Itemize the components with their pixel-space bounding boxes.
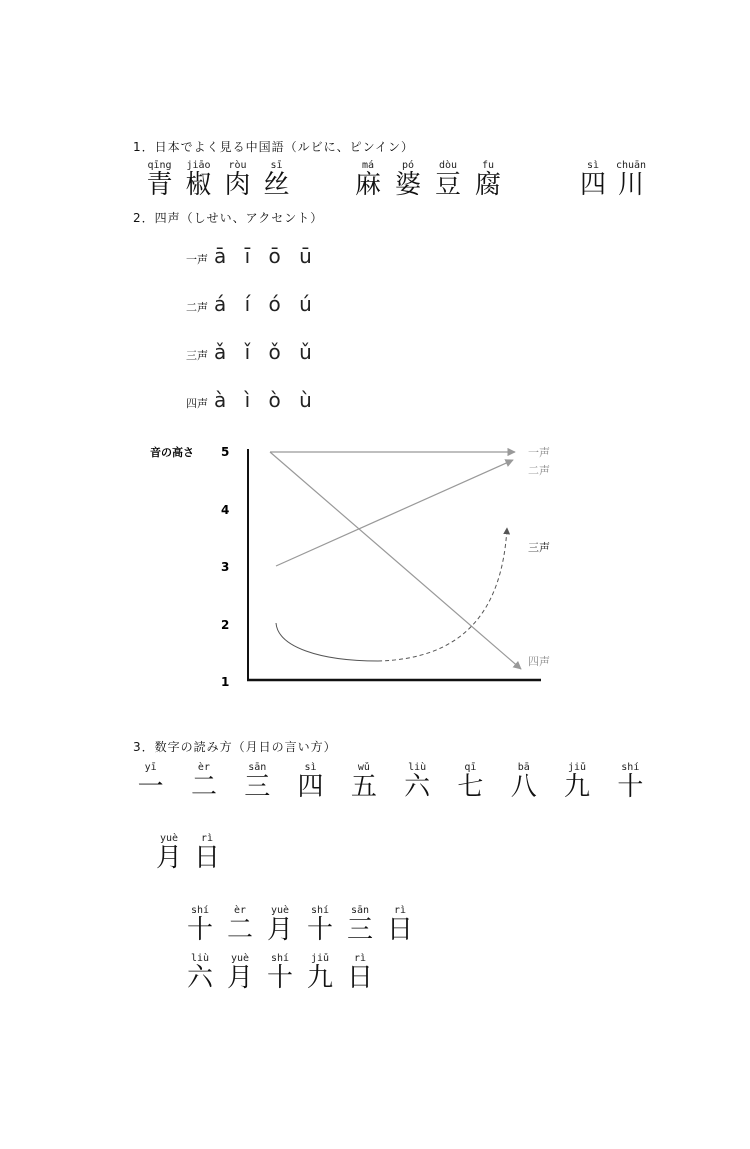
hanzi: 九 <box>306 963 333 993</box>
pinyin: yuè <box>159 833 179 844</box>
ruby-char <box>340 953 380 991</box>
tone-name: 二声 <box>186 301 208 314</box>
hanzi: 月 <box>266 915 293 945</box>
hanzi: 青 <box>146 170 173 200</box>
label-tone1: 一声 <box>528 446 550 459</box>
word-sichuan <box>574 160 650 198</box>
pinyin: rì <box>200 833 214 844</box>
hanzi: 婆 <box>394 170 421 200</box>
pinyin: rì <box>393 905 407 916</box>
pinyin: bā <box>517 762 530 773</box>
pinyin: má <box>361 160 375 171</box>
tone-row-2 <box>186 292 318 316</box>
ruby-char <box>300 905 340 943</box>
hanzi: 日 <box>193 843 220 873</box>
ruby-char <box>497 762 550 800</box>
hanzi: 十 <box>266 963 293 993</box>
hanzi: 肉 <box>224 170 251 200</box>
hanzi: 二 <box>226 915 253 945</box>
word-qingjiaorousi <box>140 160 296 198</box>
hanzi: 五 <box>350 772 377 802</box>
hanzi: 一 <box>137 772 164 802</box>
ruby-char <box>260 905 300 943</box>
hanzi: 四 <box>579 170 606 200</box>
hanzi: 麻 <box>354 170 381 200</box>
pinyin: sì <box>586 160 600 171</box>
hanzi: 二 <box>190 772 217 802</box>
hanzi: 椒 <box>185 170 212 200</box>
label-tone2: 二声 <box>528 464 550 477</box>
ruby-char <box>220 905 260 943</box>
tone3-curve-dashed <box>378 528 507 661</box>
tick-4: 4 <box>221 503 230 517</box>
ruby-char <box>340 905 380 943</box>
pinyin: sān <box>350 905 370 916</box>
tone-name: 四声 <box>186 397 208 410</box>
example-row-2 <box>180 953 380 991</box>
pinyin: sān <box>248 762 267 773</box>
hanzi: 八 <box>510 772 537 802</box>
pinyin: ròu <box>228 160 247 171</box>
hanzi: 三 <box>244 772 271 802</box>
pinyin: wǔ <box>357 762 370 773</box>
hanzi: 月 <box>226 963 253 993</box>
pinyin: yuè <box>270 905 290 916</box>
pinyin: sì <box>304 762 317 773</box>
tick-5: 5 <box>221 445 230 459</box>
ruby-char <box>444 762 497 800</box>
tone-row-4 <box>186 388 318 412</box>
hanzi: 十 <box>617 772 644 802</box>
ruby-char <box>257 160 296 198</box>
hanzi: 腐 <box>474 170 501 200</box>
ruby-char <box>468 160 508 198</box>
pinyin: shí <box>190 905 210 916</box>
pinyin: jiāo <box>186 160 211 171</box>
example-row-1 <box>180 905 420 943</box>
pitch-axis-label: 音の高さ <box>150 446 194 459</box>
hanzi: 七 <box>457 772 484 802</box>
ruby-char <box>388 160 428 198</box>
hanzi: 丝 <box>263 170 290 200</box>
ruby-char <box>140 160 179 198</box>
hanzi: 四 <box>297 772 324 802</box>
pinyin: pó <box>401 160 415 171</box>
ruby-char <box>180 905 220 943</box>
tone-row-1 <box>186 244 318 268</box>
pinyin: liù <box>190 953 210 964</box>
ruby-char <box>260 953 300 991</box>
tick-3: 3 <box>221 560 230 574</box>
tone-vowels: à ì ò ù <box>214 388 318 412</box>
hanzi: 六 <box>404 772 431 802</box>
label-tone4: 四声 <box>528 655 550 668</box>
ruby-char <box>604 762 657 800</box>
pinyin: yuè <box>230 953 250 964</box>
section2-heading: 2．四声（しせい、アクセント） <box>133 211 324 225</box>
tone-vowels: ā ī ō ū <box>214 244 318 268</box>
section3-heading: 3．数字の読み方（月日の言い方） <box>133 740 337 754</box>
tone-name: 一声 <box>186 253 208 266</box>
ruby-char <box>337 762 390 800</box>
ruby-char <box>300 953 340 991</box>
ruby-char <box>188 833 226 871</box>
pinyin: qīng <box>147 160 172 171</box>
tone-pitch-diagram <box>140 435 580 695</box>
pinyin: fu <box>481 160 495 171</box>
pinyin: shí <box>310 905 330 916</box>
tone3-curve-solid <box>276 623 378 661</box>
ruby-char <box>380 905 420 943</box>
ruby-char <box>284 762 337 800</box>
pinyin: èr <box>197 762 210 773</box>
tone-vowels: ǎ ǐ ǒ ǔ <box>214 340 318 364</box>
ruby-char <box>574 160 612 198</box>
ruby-char <box>220 953 260 991</box>
hanzi: 六 <box>186 963 213 993</box>
hanzi: 日 <box>346 963 373 993</box>
pinyin: jiǔ <box>567 762 587 773</box>
hanzi: 川 <box>617 170 644 200</box>
ruby-char <box>179 160 218 198</box>
pinyin: èr <box>233 905 247 916</box>
ruby-char <box>348 160 388 198</box>
ruby-char <box>231 762 284 800</box>
tone2-line <box>276 460 513 566</box>
ruby-char <box>390 762 443 800</box>
tick-2: 2 <box>221 618 230 632</box>
hanzi: 日 <box>386 915 413 945</box>
pinyin: shí <box>621 762 640 773</box>
tick-1: 1 <box>221 675 230 689</box>
word-mapodoufu <box>348 160 508 198</box>
hanzi: 豆 <box>434 170 461 200</box>
ruby-char <box>428 160 468 198</box>
hanzi: 九 <box>564 772 591 802</box>
pinyin: shí <box>270 953 290 964</box>
month-day-row <box>150 833 226 871</box>
pinyin: jiǔ <box>310 953 330 964</box>
pinyin: dòu <box>438 160 458 171</box>
ruby-char <box>218 160 257 198</box>
hanzi: 十 <box>186 915 213 945</box>
tone4-line <box>270 452 521 669</box>
ruby-char <box>177 762 230 800</box>
tone-vowels: á í ó ú <box>214 292 318 316</box>
pinyin: rì <box>353 953 367 964</box>
tone-row-3 <box>186 340 318 364</box>
section1-heading: 1．日本でよく見る中国語（ルビに、ピンイン） <box>133 140 415 154</box>
ruby-char <box>124 762 177 800</box>
pinyin: liù <box>408 762 427 773</box>
ruby-char <box>150 833 188 871</box>
ruby-char <box>550 762 603 800</box>
numbers-row <box>124 762 657 800</box>
ruby-char <box>180 953 220 991</box>
hanzi: 三 <box>346 915 373 945</box>
hanzi: 月 <box>155 843 182 873</box>
hanzi: 十 <box>306 915 333 945</box>
pinyin: yī <box>144 762 157 773</box>
pinyin: sī <box>270 160 283 171</box>
pinyin: chuān <box>615 160 647 171</box>
ruby-char <box>612 160 650 198</box>
tone-name: 三声 <box>186 349 208 362</box>
label-tone3: 三声 <box>528 541 550 554</box>
pinyin: qī <box>464 762 477 773</box>
